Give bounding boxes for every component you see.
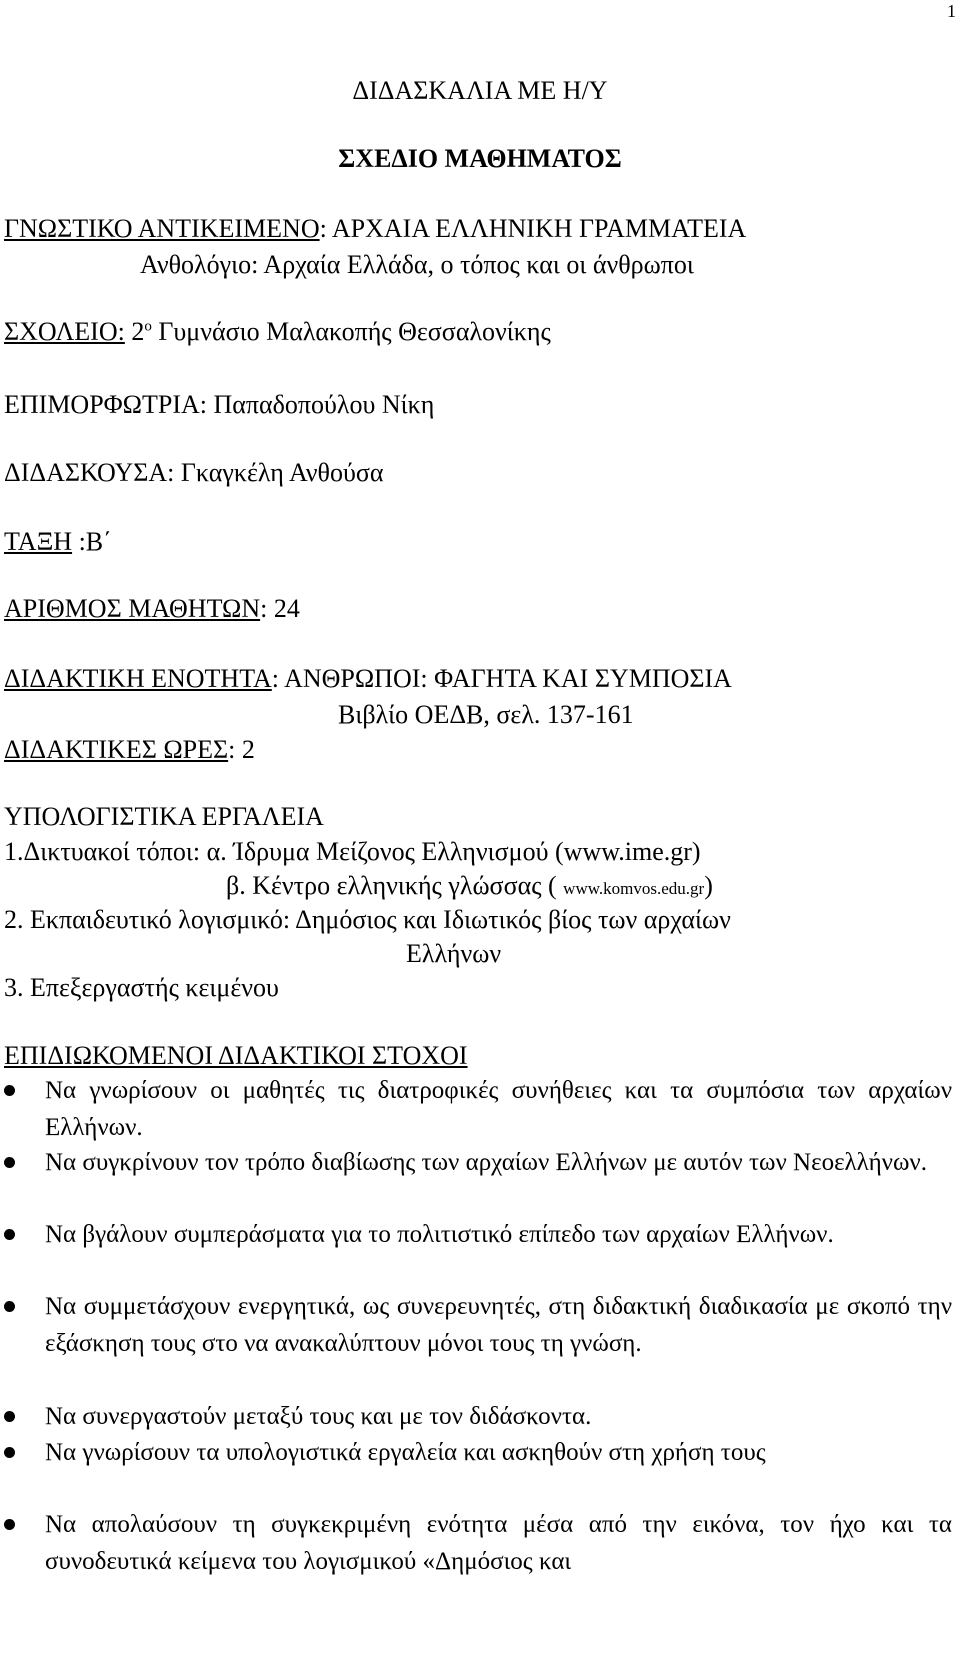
unit-line xyxy=(4,662,732,696)
goal-item: Να απολαύσουν τη συγκεκριμένη ενότητα μέσα από την εικόνα, τον ήχο και τα συνοδευτικά κείμενα του λογισμικού «Δημόσιος και xyxy=(45,1511,952,1575)
bullet-icon xyxy=(4,1411,15,1422)
bullet-icon xyxy=(4,1301,15,1312)
tools-item-1b xyxy=(226,869,713,906)
school-label: ΣΧΟΛΕΙΟ: xyxy=(4,317,125,346)
goal-item: Να γνωρίσουν οι μαθητές τις διατροφικές συνήθειες και τα συμπόσια των αρχαίων Ελλήνων. xyxy=(45,1077,952,1141)
goal-item: Να βγάλουν συμπεράσματα για το πολιτιστικό επίπεδο των αρχαίων Ελλήνων. xyxy=(45,1221,834,1248)
bullet-icon xyxy=(4,1519,15,1530)
bullet-icon xyxy=(4,1085,15,1096)
class-line xyxy=(4,525,112,559)
bullet-icon xyxy=(4,1157,15,1168)
goal-item: Να συνεργαστούν μεταξύ τους και με τον διδάσκοντα. xyxy=(45,1403,592,1430)
goal-item: Να συγκρίνουν τον τρόπο διαβίωσης των αρχαίων Ελλήνων με αυτόν των Νεοελλήνων. xyxy=(45,1149,927,1176)
tools-item-1b-suffix: ) xyxy=(704,871,713,900)
students-value: : 24 xyxy=(260,594,300,623)
tools-item-3: 3. Επεξεργαστής κειμένου xyxy=(4,973,279,1002)
hours-line xyxy=(4,733,255,767)
students-line xyxy=(4,592,300,626)
school-line xyxy=(4,315,551,349)
school-number: 2 xyxy=(124,317,145,346)
teacher-line: ΔΙΔΑΣΚΟΥΣΑ: Γκαγκέλη Ανθούσα xyxy=(4,458,384,487)
unit-label: ΔΙΔΑΚΤΙΚΗ ΕΝΟΤΗΤΑ xyxy=(4,664,272,693)
tools-heading: ΥΠΟΛΟΓΙΣΤΙΚΑ ΕΡΓΑΛΕΙΑ xyxy=(4,802,324,831)
trainer-line: ΕΠΙΜΟΡΦΩΤΡΙΑ: Παπαδοπούλου Νίκη xyxy=(4,390,435,419)
page-number: 1 xyxy=(947,1,956,21)
students-label: ΑΡΙΘΜΟΣ ΜΑΘΗΤΩΝ xyxy=(4,594,261,623)
tools-item-2-cont: Ελλήνων xyxy=(406,939,502,968)
book-line: Βιβλίο ΟΕΔΒ, σελ. 137-161 xyxy=(338,700,634,729)
komvos-link[interactable]: www.komvos.edu.gr xyxy=(563,879,705,898)
hours-value: : 2 xyxy=(228,735,255,764)
school-ordinal: ο xyxy=(144,318,152,335)
subject-label: ΓΝΩΣΤΙΚΟ ΑΝΤΙΚΕΙΜΕΝΟ xyxy=(4,214,320,243)
tools-item-1: 1.Δικτυακοί τόποι: α. Ίδρυμα Μείζονος Ελληνισμού (www.ime.gr) xyxy=(4,837,701,866)
tools-item-1b-prefix: β. Κέντρο ελληνικής γλώσσας ( xyxy=(226,871,564,900)
school-value: Γυμνάσιο Μαλακοπής Θεσσαλονίκης xyxy=(151,317,551,346)
goals-heading: ΕΠΙΔΙΩΚΟΜΕΝΟΙ ΔΙΔΑΚΤΙΚΟΙ ΣΤΟΧΟΙ xyxy=(4,1041,468,1070)
class-label: ΤΑΞΗ xyxy=(4,527,73,556)
document-title: ΔΙΔΑΣΚΑΛΙΑ ΜΕ Η/Υ xyxy=(352,76,608,105)
tools-item-2: 2. Εκπαιδευτικό λογισμικό: Δημόσιος και Ιδιωτικός βίος των αρχαίων xyxy=(4,905,731,934)
document-subtitle: ΣΧΕΔΙΟ ΜΑΘΗΜΑΤΟΣ xyxy=(338,144,622,173)
unit-value: : ΑΝΘΡΩΠΟΙ: ΦΑΓΗΤΑ ΚΑΙ ΣΥΜΠΟΣΙΑ xyxy=(271,664,732,693)
hours-label: ΔΙΔΑΚΤΙΚΕΣ ΩΡΕΣ xyxy=(4,735,229,764)
anthology-line: Ανθολόγιο: Αρχαία Ελλάδα, ο τόπος και οι άνθρωποι xyxy=(140,250,694,279)
bullet-icon xyxy=(4,1229,15,1240)
class-value: :Β΄ xyxy=(72,527,112,556)
subject-line xyxy=(4,212,746,246)
goal-item: Να γνωρίσουν τα υπολογιστικά εργαλεία και ασκηθούν στη χρήση τους xyxy=(45,1439,766,1466)
subject-value: : ΑΡΧΑΙΑ ΕΛΛΗΝΙΚΗ ΓΡΑΜΜΑΤΕΙΑ xyxy=(319,214,747,243)
bullet-icon xyxy=(4,1447,15,1458)
goal-item: Να συμμετάσχουν ενεργητικά, ως συνερευνητές, στη διδακτική διαδικασία με σκοπό την εξάσκηση τους στο να ανακαλύπτουν μόνοι τους τη γνώση. xyxy=(45,1293,952,1357)
